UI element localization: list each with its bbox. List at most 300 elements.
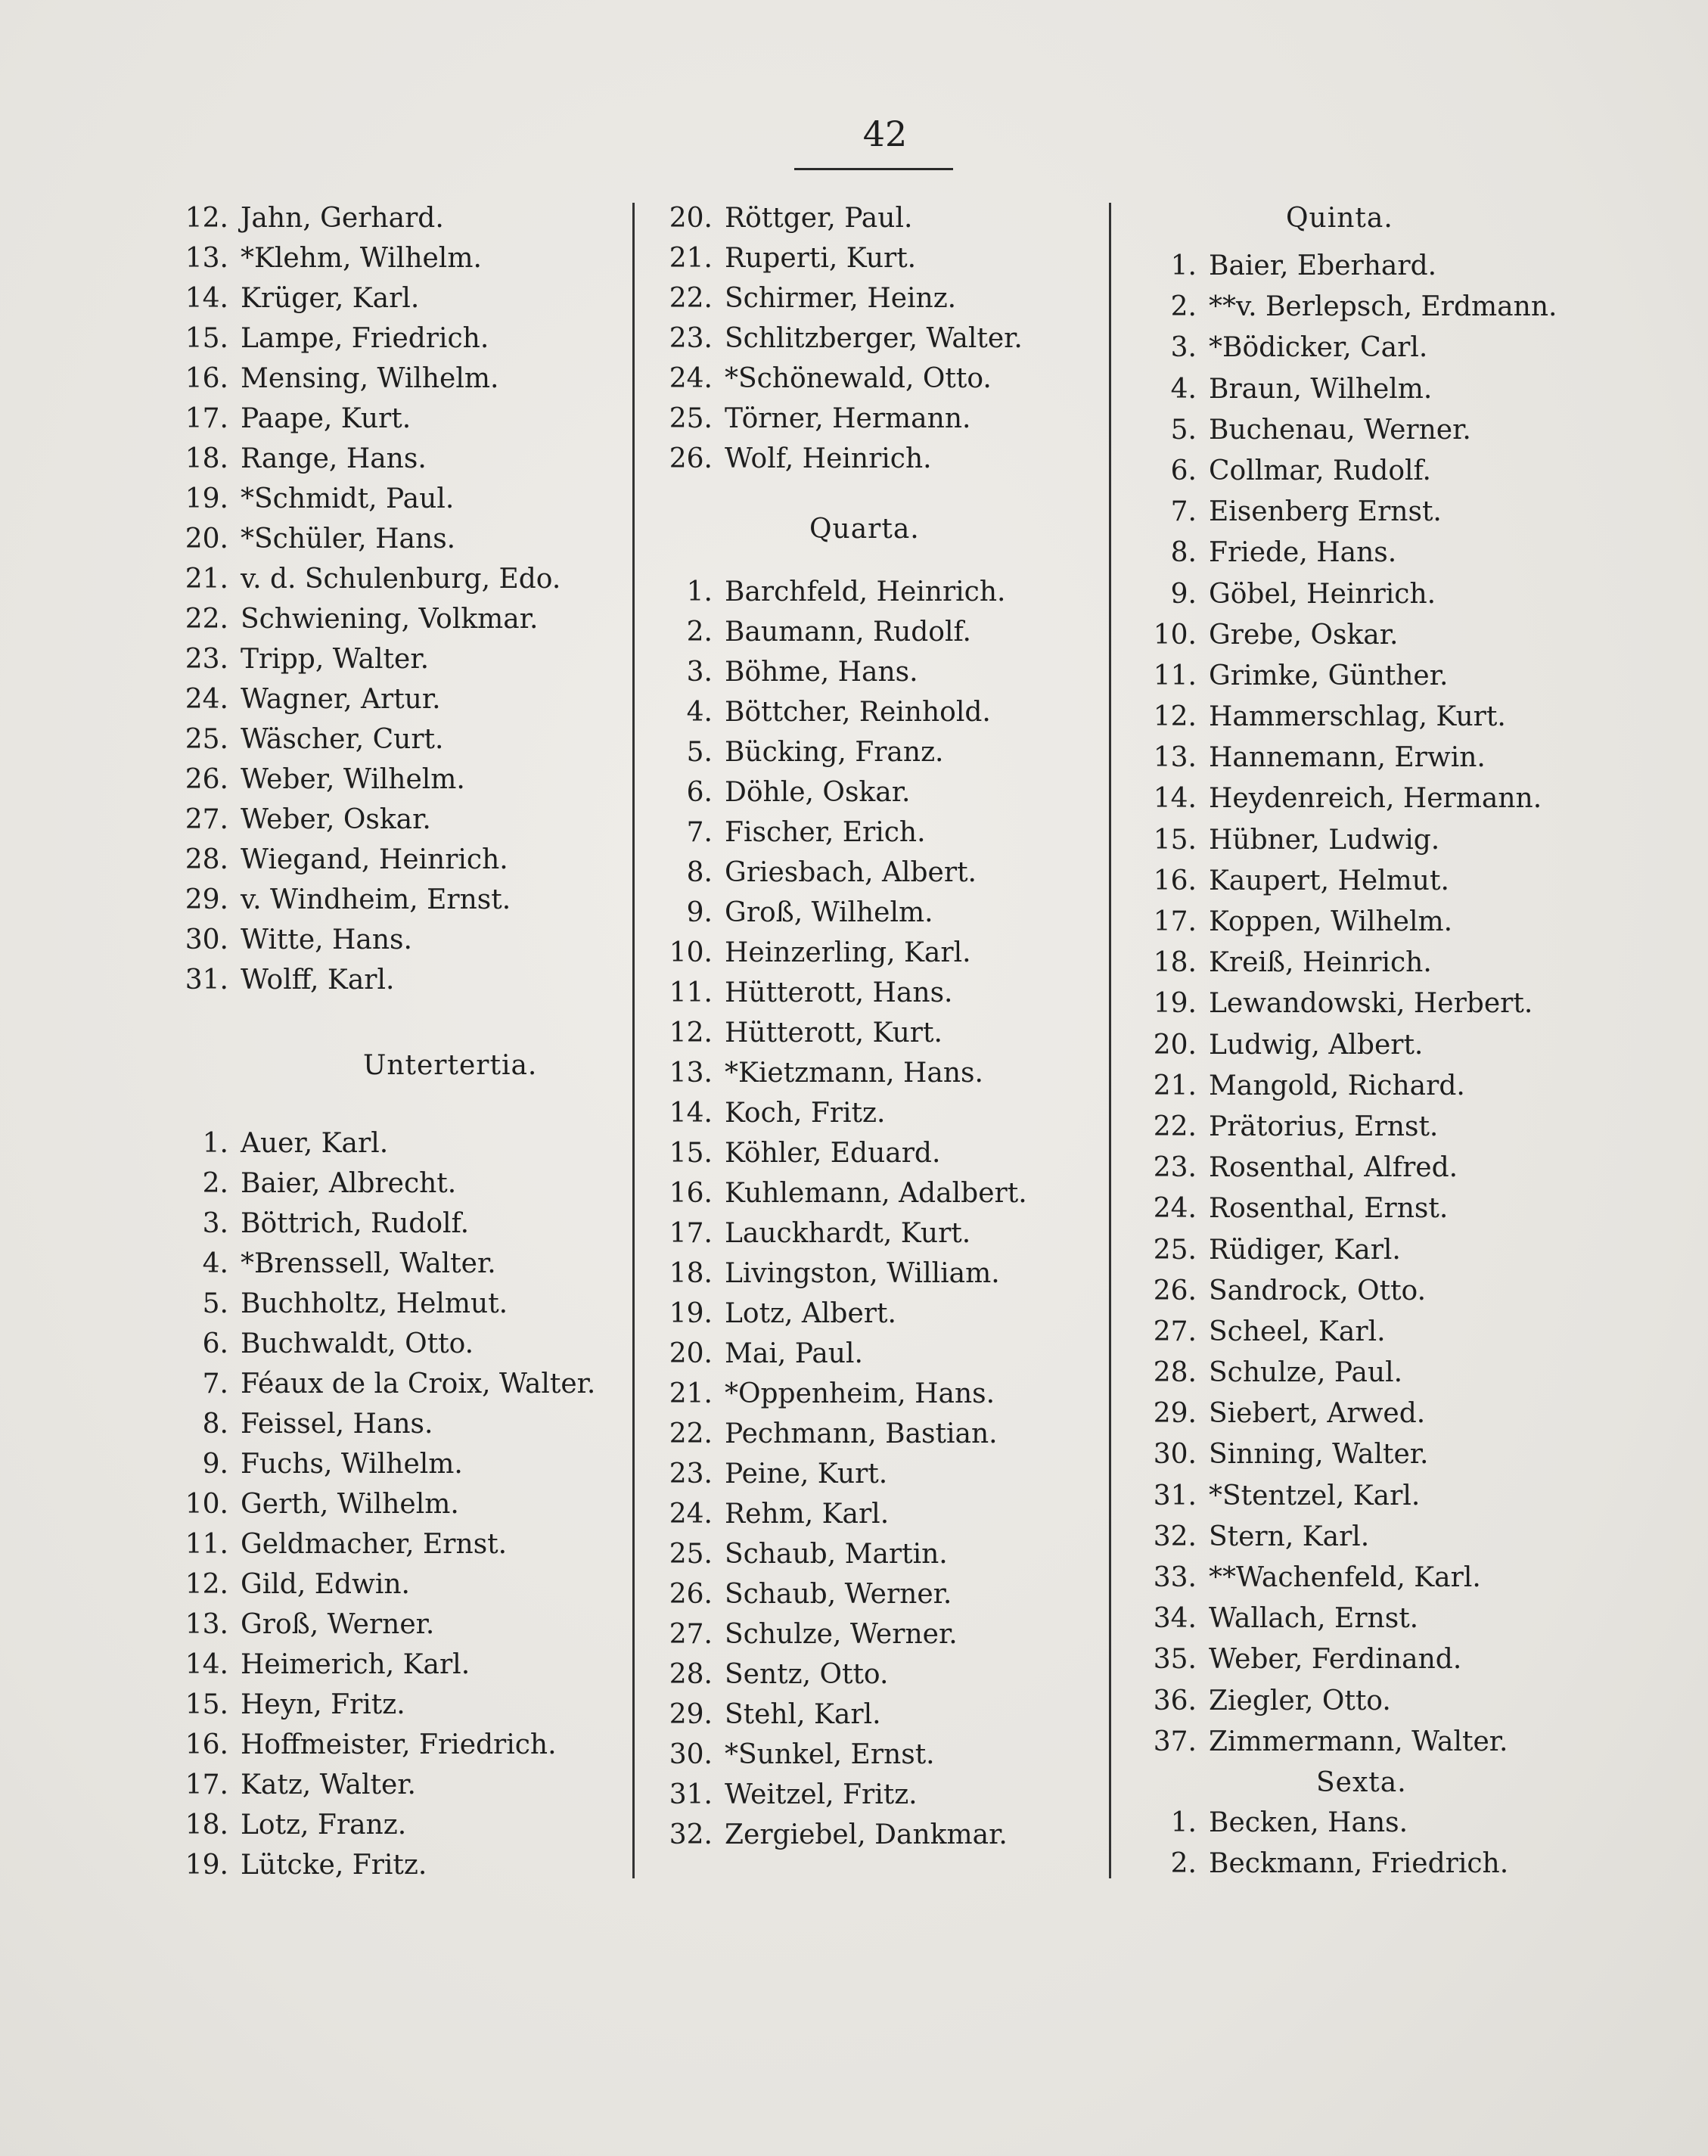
list-item-number: 11. [1153,660,1197,691]
list-item-number: 13. [1153,742,1197,774]
list-item-name: Siebert, Arwed. [1209,1398,1426,1430]
list-item [651,238,1104,278]
list-item-number: 30. [1153,1439,1197,1471]
list-item-number: 3. [202,1208,228,1239]
list-item-number: 28. [1153,1357,1197,1389]
list-item [166,1364,620,1404]
list-item-name: Ludwig, Albert. [1209,1029,1424,1061]
list-item [651,1654,1104,1695]
list-item [166,359,620,399]
list-item-number: 12. [669,1017,713,1048]
list-item [1135,1393,1604,1434]
list-item-name: Heinzerling, Karl. [725,937,971,968]
list-item [651,1053,1104,1093]
list-item [651,812,1104,853]
list-item-name: Weber, Oskar. [241,804,431,835]
list-item-name: Lütcke, Fritz. [241,1850,427,1881]
column-divider-left [632,203,635,1878]
untertertia-list [166,1123,620,1885]
section-heading-untertertia: Untertertia. [363,1050,538,1081]
list-item-number: 7. [202,1368,228,1400]
list-item [166,479,620,519]
list-item-name: Döhle, Oskar. [725,777,911,808]
section-heading-sexta: Sexta. [1316,1766,1407,1798]
list-item-name: *Schüler, Hans. [241,523,456,555]
list-item [166,800,620,840]
list-item [1135,1844,1604,1884]
list-item-number: 6. [202,1328,228,1359]
list-item [1135,943,1604,983]
list-item-name: Groß, Werner. [241,1609,435,1640]
list-item-number: 14. [185,283,228,314]
list-item [651,1614,1104,1654]
list-item-number: 13. [669,1058,713,1089]
list-item-number: 25. [669,1539,713,1570]
list-item [166,1123,620,1163]
list-item [166,1404,620,1444]
list-item-number: 27. [185,804,228,835]
list-item-number: 11. [669,977,713,1008]
list-item-name: Buchholtz, Helmut. [241,1288,508,1319]
list-item-name: Fuchs, Wilhelm. [241,1449,463,1480]
list-item [166,318,620,359]
list-item [1135,1107,1604,1148]
list-item [1135,1639,1604,1680]
list-item-number: 10. [185,1489,228,1520]
list-item-number: 29. [669,1699,713,1730]
list-item-name: Lotz, Franz. [241,1810,407,1841]
list-item-name: v. Windheim, Ernst. [241,884,511,915]
list-item-number: 21. [669,1378,713,1409]
list-item-number: 4. [1170,373,1197,405]
list-item-number: 26. [1153,1275,1197,1306]
column-divider-right [1109,203,1111,1878]
list-item-number: 25. [1153,1234,1197,1266]
list-item-number: 24. [669,1499,713,1530]
list-item-number: 2. [1170,291,1197,323]
list-item-name: Friede, Hans. [1209,537,1397,569]
list-item-name: Wiegand, Heinrich. [241,844,508,875]
list-item [651,198,1104,238]
list-item [166,920,620,960]
list-item-number: 15. [185,1689,228,1720]
list-item-name: Kreiß, Heinrich. [1209,947,1432,979]
list-item [166,278,620,318]
list-item-name: Wäscher, Curt. [241,724,444,755]
list-item-name: Grebe, Oskar. [1209,619,1399,651]
list-item [1135,1066,1604,1107]
page-number-rule [794,168,953,170]
list-item [651,1815,1104,1855]
list-item-name: Lewandowski, Herbert. [1209,988,1533,1020]
list-item [166,238,620,278]
list-item-name: Stehl, Karl. [725,1699,881,1730]
list-item-name: Schulze, Werner. [725,1619,958,1650]
list-item-name: Hütterott, Hans. [725,977,953,1008]
list-item-name: Baumann, Rudolf. [725,617,971,648]
list-item-name: *Klehm, Wilhelm. [241,243,482,274]
list-item-name: *Sunkel, Ernst. [725,1739,935,1770]
list-item-name: *Brenssell, Walter. [241,1248,496,1279]
list-item-name: Geldmacher, Ernst. [241,1529,508,1560]
list-item-name: Mai, Paul. [725,1338,863,1369]
list-item-name: Schaub, Werner. [725,1579,952,1610]
list-item-name: Wolf, Heinrich. [725,443,932,474]
list-item [1135,656,1604,697]
list-item-number: 28. [185,844,228,875]
list-item [166,719,620,760]
list-item-name: Groß, Wilhelm. [725,897,933,928]
list-item-number: 14. [669,1098,713,1129]
list-item [166,880,620,920]
list-item-name: Baier, Albrecht. [241,1168,457,1199]
list-item [166,1163,620,1204]
list-item-number: 5. [686,737,713,768]
list-item-number: 11. [185,1529,228,1560]
list-item [1135,1517,1604,1558]
list-item [166,1845,620,1885]
list-item-name: Kuhlemann, Adalbert. [725,1178,1027,1209]
list-item-name: Scheel, Karl. [1209,1316,1386,1347]
list-item-name: Baier, Eberhard. [1209,250,1437,281]
list-item-name: *Schönewald, Otto. [725,363,992,394]
list-item-number: 1. [686,576,713,607]
quinta-list [1135,246,1604,1763]
list-item-name: Mensing, Wilhelm. [241,363,499,394]
list-item [651,1735,1104,1775]
list-item-number: 28. [669,1659,713,1690]
list-item-number: 26. [669,443,713,474]
list-item-name: Hammerschlag, Kurt. [1209,701,1506,733]
list-item-name: Schwiening, Volkmar. [241,604,539,635]
list-item-number: 29. [1153,1398,1197,1430]
list-item-number: 13. [185,243,228,274]
list-item-name: Paape, Kurt. [241,403,411,434]
untertertia-continued-list [651,198,1104,479]
list-item [651,732,1104,772]
list-item-number: 22. [669,283,713,314]
list-item-number: 16. [1153,865,1197,896]
list-item-name: Lampe, Friedrich. [241,323,489,354]
list-item-name: Böttrich, Rudolf. [241,1208,470,1239]
list-item-number: 9. [686,897,713,928]
list-item-number: 25. [669,403,713,434]
list-item [651,1334,1104,1374]
list-item-name: Livingston, William. [725,1258,1000,1289]
list-item [1135,1312,1604,1353]
list-item-number: 37. [1153,1726,1197,1757]
list-item [651,1534,1104,1574]
list-item-name: Gerth, Wilhelm. [241,1489,459,1520]
list-item-name: *Stentzel, Karl. [1209,1480,1421,1511]
list-item [651,1494,1104,1534]
list-item [166,1805,620,1845]
list-item-name: Schulze, Paul. [1209,1357,1403,1389]
list-item [651,318,1104,359]
list-item-number: 23. [185,644,228,675]
list-item [166,1765,620,1805]
list-item-number: 17. [669,1218,713,1249]
list-item-number: 7. [1170,496,1197,528]
list-item-name: Krüger, Karl. [241,283,420,314]
list-item-name: Lauckhardt, Kurt. [725,1218,971,1249]
list-item-number: 30. [669,1739,713,1770]
column-1 [166,198,620,1885]
list-item-name: Beckmann, Friedrich. [1209,1848,1509,1880]
list-item-name: Zimmermann, Walter. [1209,1726,1508,1757]
list-item-number: 16. [185,363,228,394]
list-item-name: Becken, Hans. [1209,1807,1408,1838]
quarta-list [651,572,1104,1855]
list-item-name: Schaub, Martin. [725,1539,948,1570]
list-item [651,1013,1104,1053]
list-item-number: 1. [202,1128,228,1159]
list-item-number: 1. [1170,250,1197,281]
list-item-number: 17. [185,1769,228,1800]
list-item [1135,697,1604,738]
list-item [166,1484,620,1524]
list-item [651,1173,1104,1213]
list-item-name: Weber, Wilhelm. [241,764,465,795]
list-item-name: Göbel, Heinrich. [1209,578,1436,610]
list-item-number: 2. [686,617,713,648]
list-item-name: **Wachenfeld, Karl. [1209,1562,1481,1593]
list-item-number: 9. [202,1449,228,1480]
list-item [651,1294,1104,1334]
list-item-number: 6. [1170,455,1197,486]
list-item-name: *Bödicker, Carl. [1209,332,1428,364]
list-item [166,1244,620,1284]
list-item-number: 26. [185,764,228,795]
column-3 [1135,198,1604,1884]
list-item [1135,1681,1604,1722]
list-item-name: Collmar, Rudolf. [1209,455,1431,486]
list-item-number: 18. [669,1258,713,1289]
list-item-number: 19. [185,1850,228,1881]
list-item-number: 20. [1153,1029,1197,1061]
list-item-number: 9. [1170,578,1197,610]
list-item [166,639,620,679]
section-heading-quarta: Quarta. [809,514,920,545]
list-item-number: 18. [185,443,228,474]
list-item-name: Jahn, Gerhard. [241,203,444,234]
list-item-number: 13. [185,1609,228,1640]
list-item-number: 19. [185,483,228,514]
list-item [166,1324,620,1364]
list-item-name: Böttcher, Reinhold. [725,697,991,728]
list-item [651,399,1104,439]
list-item [1135,533,1604,573]
list-item-name: Eisenberg Ernst. [1209,496,1442,528]
list-item-name: Rehm, Karl. [725,1499,890,1530]
list-item-number: 20. [185,523,228,555]
list-item-number: 18. [1153,947,1197,979]
list-item [1135,1271,1604,1312]
list-item-number: 23. [669,1459,713,1490]
list-item [166,599,620,639]
list-item-number: 36. [1153,1685,1197,1716]
list-item [651,278,1104,318]
list-item-name: Barchfeld, Heinrich. [725,576,1006,607]
list-item-name: v. d. Schulenburg, Edo. [241,564,561,595]
list-item [651,1093,1104,1133]
list-item [1135,1558,1604,1598]
list-item-number: 24. [1153,1193,1197,1225]
list-item-name: Stern, Karl. [1209,1521,1370,1552]
list-item-number: 21. [1153,1070,1197,1101]
list-item-number: 22. [669,1418,713,1449]
list-item [651,359,1104,399]
list-item [651,893,1104,933]
list-item-name: Sandrock, Otto. [1209,1275,1427,1306]
list-item [651,1213,1104,1254]
list-item-number: 15. [185,323,228,354]
list-item [651,612,1104,652]
list-item-number: 19. [1153,988,1197,1020]
list-item-name: Koch, Fritz. [725,1098,886,1129]
list-item-number: 12. [1153,701,1197,733]
list-item [1135,1722,1604,1763]
list-item-name: Hübner, Ludwig. [1209,824,1440,856]
list-item-name: Féaux de la Croix, Walter. [241,1368,596,1400]
list-item-number: 14. [185,1649,228,1680]
list-item-name: Gild, Edwin. [241,1569,410,1600]
list-item-number: 22. [185,604,228,635]
column-2 [651,198,1104,1855]
list-item-number: 26. [669,1579,713,1610]
list-item-name: Mangold, Richard. [1209,1070,1465,1101]
section-heading-quinta: Quinta. [1286,203,1393,234]
list-item-name: Grimke, Günther. [1209,660,1449,691]
list-item [651,652,1104,692]
list-item-number: 32. [669,1819,713,1850]
list-item-name: Rüdiger, Karl. [1209,1234,1401,1266]
list-item [1135,983,1604,1024]
list-item-number: 33. [1153,1562,1197,1593]
list-item [1135,902,1604,943]
list-item-name: Bücking, Franz. [725,737,944,768]
list-item [166,1564,620,1605]
list-item [1135,1434,1604,1475]
list-item-name: Hannemann, Erwin. [1209,742,1486,774]
list-item-name: Range, Hans. [241,443,427,474]
list-item [651,853,1104,893]
list-item-name: Katz, Walter. [241,1769,416,1800]
list-item [166,439,620,479]
list-item-number: 3. [686,657,713,688]
list-item-number: 31. [185,965,228,996]
list-item [166,840,620,880]
list-item [1135,1148,1604,1188]
list-item [1135,1353,1604,1393]
list-item-name: Kaupert, Helmut. [1209,865,1449,896]
list-item-number: 16. [185,1729,228,1760]
list-item [166,1284,620,1324]
list-item-name: Ruperti, Kurt. [725,243,917,274]
list-item-name: Törner, Hermann. [725,403,971,434]
list-item-number: 10. [1153,619,1197,651]
list-item-name: Pechmann, Bastian. [725,1418,998,1449]
sexta-list [1135,1803,1604,1884]
list-item [1135,615,1604,656]
list-item-number: 2. [1170,1848,1197,1880]
list-item [651,772,1104,812]
list-item [166,519,620,559]
list-item-name: Weitzel, Fritz. [725,1779,918,1810]
list-item-name: Fischer, Erich. [725,817,926,848]
list-item [166,1725,620,1765]
list-item-name: Rosenthal, Alfred. [1209,1152,1458,1184]
list-item [166,1685,620,1725]
list-item [651,1454,1104,1494]
list-item-name: Zergiebel, Dankmar. [725,1819,1008,1850]
list-item-number: 18. [185,1810,228,1841]
list-item [1135,451,1604,492]
list-item [651,1775,1104,1815]
list-item [1135,1598,1604,1639]
list-item [1135,369,1604,410]
list-item-name: Wolff, Karl. [241,965,395,996]
list-item-number: 20. [669,203,713,234]
list-item-number: 34. [1153,1603,1197,1635]
list-item-name: Heimerich, Karl. [241,1649,470,1680]
list-item-name: Hoffmeister, Friedrich. [241,1729,557,1760]
list-item-name: Griesbach, Albert. [725,857,977,888]
list-item-number: 32. [1153,1521,1197,1552]
list-item-name: *Schmidt, Paul. [241,483,455,514]
list-item-name: Sinning, Walter. [1209,1439,1429,1471]
list-item [1135,778,1604,819]
list-item-number: 10. [669,937,713,968]
list-item [166,1605,620,1645]
list-item-number: 20. [669,1338,713,1369]
list-item-name: Hütterott, Kurt. [725,1017,943,1048]
list-item [166,1645,620,1685]
list-item [651,1414,1104,1454]
list-item-name: Heydenreich, Hermann. [1209,783,1542,815]
list-item-number: 4. [686,697,713,728]
list-item [651,439,1104,479]
list-item-number: 12. [185,203,228,234]
list-item-number: 23. [1153,1152,1197,1184]
list-item-name: Ziegler, Otto. [1209,1685,1391,1716]
list-item-number: 8. [202,1409,228,1440]
list-item [1135,1803,1604,1844]
list-item-number: 4. [202,1248,228,1279]
list-item-number: 22. [1153,1111,1197,1142]
list-item-number: 31. [669,1779,713,1810]
list-item-number: 27. [1153,1316,1197,1347]
list-item-name: Braun, Wilhelm. [1209,373,1433,405]
list-item-name: Wallach, Ernst. [1209,1603,1419,1635]
list-item-number: 17. [185,403,228,434]
list-item-name: Schlitzberger, Walter. [725,323,1023,354]
list-item [651,572,1104,612]
list-item-number: 15. [1153,824,1197,856]
list-item [1135,410,1604,451]
list-item [166,1204,620,1244]
list-item [1135,820,1604,861]
list-item-number: 5. [202,1288,228,1319]
list-item [651,1133,1104,1173]
list-item [651,1574,1104,1614]
list-item-name: Prätorius, Ernst. [1209,1111,1439,1142]
list-item [651,1695,1104,1735]
list-item-name: Heyn, Fritz. [241,1689,405,1720]
list-item-number: 7. [686,817,713,848]
list-item-name: Sentz, Otto. [725,1659,889,1690]
list-item-name: Buchwaldt, Otto. [241,1328,474,1359]
